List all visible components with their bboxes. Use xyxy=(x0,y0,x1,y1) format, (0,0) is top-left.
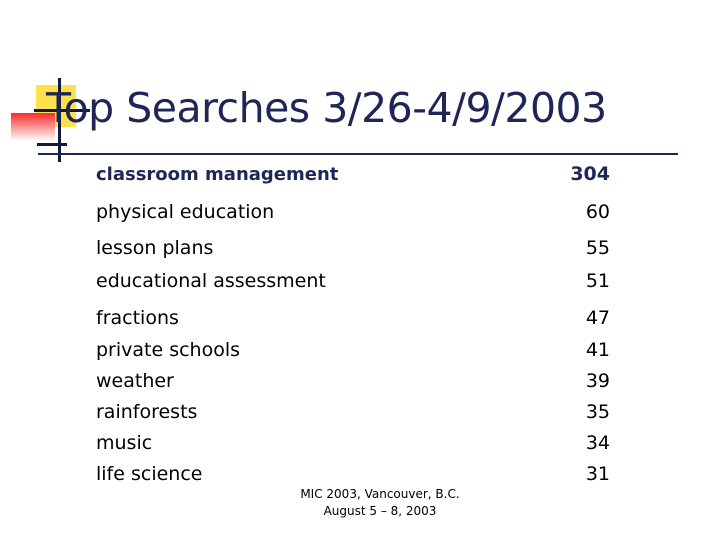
list-item xyxy=(96,303,614,329)
list-item xyxy=(96,335,614,361)
search-count: 60 xyxy=(585,201,610,223)
list-item xyxy=(96,159,614,185)
search-term: lesson plans xyxy=(96,237,214,259)
list-item xyxy=(96,266,614,292)
search-count: 39 xyxy=(585,370,610,392)
search-count: 47 xyxy=(585,307,610,329)
search-term: life science xyxy=(96,463,203,485)
search-term: physical education xyxy=(96,201,275,223)
search-term: educational assessment xyxy=(96,270,326,292)
list-item xyxy=(96,233,614,259)
search-term: weather xyxy=(96,370,174,392)
search-count: 55 xyxy=(585,237,610,259)
logo-horizontal-line-lower xyxy=(37,143,67,146)
search-count: 35 xyxy=(585,401,610,423)
search-term: music xyxy=(96,432,153,454)
list-item xyxy=(96,366,614,392)
search-term: classroom management xyxy=(96,164,339,185)
search-term: fractions xyxy=(96,307,179,329)
title-underline xyxy=(38,153,678,155)
footer-dates: August 5 – 8, 2003 xyxy=(323,504,437,518)
search-term: private schools xyxy=(96,339,241,361)
search-count: 34 xyxy=(585,432,610,454)
search-term: rainforests xyxy=(96,401,198,423)
slide-title: Top Searches 3/26-4/9/2003 xyxy=(46,84,607,132)
list-item xyxy=(96,459,614,485)
slide-footer xyxy=(270,486,490,520)
list-item xyxy=(96,428,614,454)
list-item xyxy=(96,197,614,223)
list-item xyxy=(96,397,614,423)
footer-conference: MIC 2003, Vancouver, B.C. xyxy=(300,487,460,501)
search-count: 304 xyxy=(570,163,610,185)
search-count: 51 xyxy=(585,270,610,292)
search-count: 41 xyxy=(585,339,610,361)
search-count: 31 xyxy=(585,463,610,485)
